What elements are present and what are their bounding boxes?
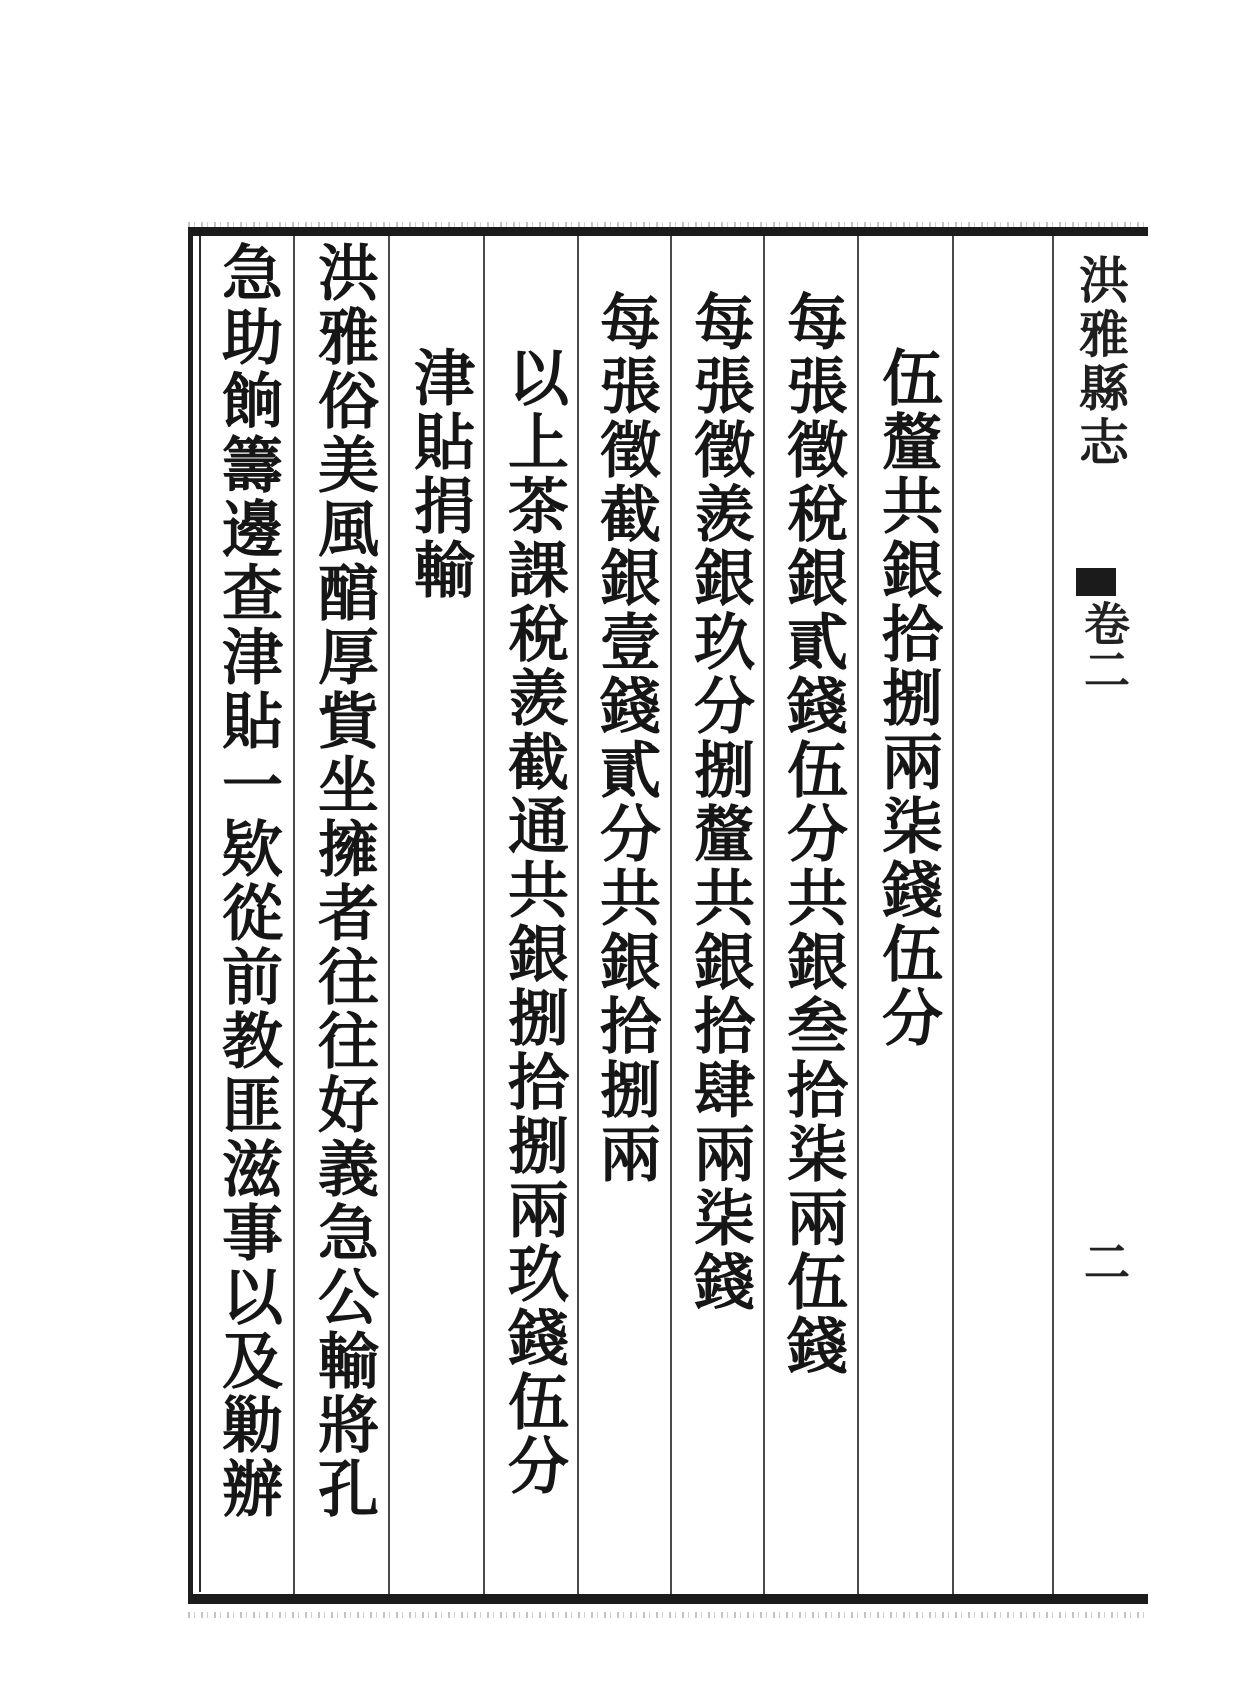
- text-column-7: 洪雅俗美風醕厚貲坐擁者往往好義急公輸將孔: [308, 241, 379, 1521]
- fishtail-mark: [1076, 568, 1116, 596]
- margin-volume-label: 卷二: [1077, 600, 1131, 692]
- column-rule: [670, 236, 672, 1594]
- text-column-8: 急助餉籌邊查津貼一欵從前教匪滋事以及勦辦: [212, 241, 283, 1521]
- column-rule: [952, 236, 954, 1594]
- text-column-6-heading: 津貼捐輸: [404, 346, 475, 602]
- frame-inner-left-rule: [199, 236, 201, 1592]
- text-column-4: 每張徵截銀壹錢貳分共銀拾捌兩: [590, 290, 661, 1186]
- column-rule: [293, 236, 295, 1594]
- text-column-5: 以上茶課稅羨截通共銀捌拾捌兩玖錢伍分: [498, 346, 569, 1498]
- text-column-3: 每張徵羨銀玖分捌釐共銀拾肆兩柒錢: [684, 290, 755, 1314]
- column-rule: [1052, 236, 1054, 1594]
- margin-page-number: 二: [1077, 1238, 1131, 1284]
- margin-book-title: 洪雅縣志: [1071, 254, 1130, 470]
- column-rule: [857, 236, 859, 1594]
- column-rule: [388, 236, 390, 1594]
- text-column-1: 伍釐共銀拾捌兩柒錢伍分: [872, 346, 943, 1050]
- column-rule: [577, 236, 579, 1594]
- text-column-2: 每張徵稅銀貳錢伍分共銀叁拾柒兩伍錢: [777, 290, 848, 1378]
- column-rule: [483, 236, 485, 1594]
- frame-bottom-texture: [188, 1612, 1148, 1618]
- column-rule: [763, 236, 765, 1594]
